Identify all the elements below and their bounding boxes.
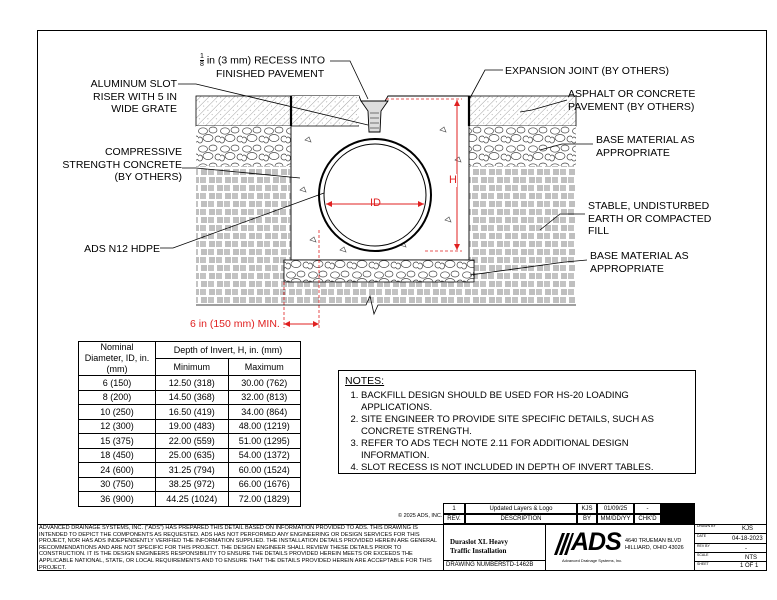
rev-number: 1	[443, 503, 465, 514]
note-item: 3. REFER TO ADS TECH NOTE 2.11 FOR ADDITIONAL DESIGN INFORMATION.	[361, 438, 689, 462]
address-line-2: HILLIARD, OHIO 43026	[625, 545, 684, 551]
hdpe-label: ADS N12 HDPE	[84, 243, 160, 255]
drawing-number: STD-1462B	[502, 562, 534, 568]
base-material-top-label: BASE MATERIAL AS APPROPRIATE	[596, 134, 695, 159]
notes-title: NOTES:	[345, 375, 385, 387]
invert-depth-table	[78, 341, 301, 507]
min-dimension-label: 6 in (150 mm) MIN.	[190, 318, 280, 330]
scale: NTS	[745, 555, 757, 561]
table-header-diameter: Nominal Diameter, ID, in. (mm)	[79, 342, 156, 376]
concrete-label: COMPRESSIVE STRENGTH CONCRETE (BY OTHERS)	[62, 146, 182, 183]
product-line-1: Duraslot XL Heavy	[450, 538, 508, 546]
scale-label: SCALE	[697, 553, 709, 557]
note-item: 2. SITE ENGINEER TO PROVIDE SITE SPECIFIC DETAILS, SUCH AS CONCRETE STRENGTH.	[361, 414, 689, 438]
disclaimer: ADVANCED DRAINAGE SYSTEMS, INC. ("ADS") HAS PREPARED THIS DETAIL BASED ON INFORMATION PROVIDED TO ADS. THIS DRAWING IS INTENDED TO DEPICT THE COMPONENTS AS REQUESTED. ADS HAS NOT PERFORMED ANY ENGINEERING OR DESIGN SERVICES FOR THIS PROJECT, NOR HAS ADS INDEPENDENTLY VERIFIED THE INFORMATION SUPPLIED. THE INSTALLATION DETAILS PROVIDED HEREIN ARE GENERAL RECOMMENDATIONS AND ARE NOT SPECIFIC FOR THIS PROJECT. THE DESIGN ENGINEER SHALL REVIEW THESE DETAILS PRIOR TO CONSTRUCTION. IT IS THE DESIGN ENGINEERS RESPONSIBILITY TO ENSURE THE DETAILS PROVIDED HEREIN MEETS OR EXCEEDS THE APPLICABLE NATIONAL, STATE, OR LOCAL REQUIREMENTS AND TO ENSURE THAT THE DETAILS PROVIDED HEREIN ARE ACCEPTABLE FOR THIS PROJECT.	[39, 525, 437, 571]
table-cell: 60.00 (1524)	[228, 463, 301, 478]
rev-check: -	[634, 503, 661, 514]
riser-label: ALUMINUM SLOT RISER WITH 5 IN WIDE GRATE	[90, 78, 177, 115]
header-by: BY	[577, 514, 597, 524]
table-cell: 24 (600)	[79, 463, 156, 478]
table-row	[79, 463, 301, 478]
table-cell: 66.00 (1676)	[228, 477, 301, 492]
table-row	[79, 448, 301, 463]
table-cell: 30.00 (762)	[228, 376, 301, 391]
sheet: 1 OF 1	[740, 563, 759, 569]
table-body	[79, 376, 301, 507]
table-cell: 12 (300)	[79, 419, 156, 434]
table-header-min: Minimum	[156, 359, 229, 376]
table-cell: 15 (375)	[79, 434, 156, 449]
header-check: CHK'D	[634, 514, 661, 524]
table-cell: 48.00 (1219)	[228, 419, 301, 434]
table-row	[79, 477, 301, 492]
asphalt-label: ASPHALT OR CONCRETE PAVEMENT (BY OTHERS)	[568, 88, 696, 113]
table-row	[79, 405, 301, 420]
logo-subtitle: Advanced Drainage Systems, Inc.	[562, 558, 623, 563]
drawing-date: 04-18-2023	[732, 536, 763, 542]
note-item: 4. SLOT RECESS IS NOT INCLUDED IN DEPTH OF INVERT TABLES.	[361, 462, 689, 474]
rev-black-cell	[661, 503, 694, 524]
note-item: 1. BACKFILL DESIGN SHOULD BE USED FOR HS-20 LOADING APPLICATIONS.	[361, 390, 689, 414]
table-header-depth: Depth of Invert, H, in. (mm)	[156, 342, 301, 359]
ads-logo: ADS	[552, 531, 618, 557]
table-row	[79, 376, 301, 391]
drawn-by: KJS	[742, 526, 754, 532]
table-cell: 31.25 (794)	[156, 463, 229, 478]
drawing-number-label: DRAWING NUMBER:	[446, 562, 505, 568]
earth-label: STABLE, UNDISTURBED EARTH OR COMPACTED FILL	[588, 200, 712, 237]
table-cell: 18 (450)	[79, 448, 156, 463]
base-material-bottom-label: BASE MATERIAL AS APPROPRIATE	[590, 250, 689, 275]
date-label: DATE	[697, 534, 707, 538]
rev-by-label: REV BY	[697, 544, 710, 548]
rev-by: KJS	[577, 503, 597, 514]
table-cell: 32.00 (813)	[228, 390, 301, 405]
id-dimension-label: ID	[370, 197, 381, 209]
table-cell: 44.25 (1024)	[156, 492, 229, 507]
table-cell: 34.00 (864)	[228, 405, 301, 420]
header-rev: REV.	[443, 514, 465, 524]
table-row	[79, 434, 301, 449]
table-cell: 38.25 (972)	[156, 477, 229, 492]
table-cell: 54.00 (1372)	[228, 448, 301, 463]
notes-box	[338, 370, 696, 474]
header-description: DESCRIPTION	[465, 514, 577, 524]
table-row	[79, 390, 301, 405]
header-date: MM/DD/YY	[597, 514, 634, 524]
table-cell: 36 (900)	[79, 492, 156, 507]
table-cell: 51.00 (1295)	[228, 434, 301, 449]
table-cell: 72.00 (1829)	[228, 492, 301, 507]
table-cell: 16.50 (419)	[156, 405, 229, 420]
table-row	[79, 419, 301, 434]
table-cell: 10 (250)	[79, 405, 156, 420]
rev-by-value: -	[745, 546, 747, 552]
recess-label: $\frac{1}{8}$ in (3 mm) RECESS INTO FINISHED PAVEMENT	[200, 53, 326, 80]
product-line-2: Traffic Installation	[450, 547, 507, 555]
expansion-joint-label: EXPANSION JOINT (BY OTHERS)	[505, 65, 669, 77]
address-line-1: 4640 TRUEMAN BLVD	[625, 538, 682, 544]
table-cell: 12.50 (318)	[156, 376, 229, 391]
table-cell: 25.00 (635)	[156, 448, 229, 463]
sheet-label: SHEET	[697, 562, 709, 566]
table-cell: 22.00 (559)	[156, 434, 229, 449]
h-dimension-label: H	[449, 174, 457, 186]
table-row	[79, 492, 301, 507]
rev-description: Updated Layers & Logo	[465, 503, 577, 514]
table-cell: 19.00 (483)	[156, 419, 229, 434]
table-cell: 14.50 (368)	[156, 390, 229, 405]
rev-date: 01/09/25	[597, 503, 634, 514]
table-cell: 6 (150)	[79, 376, 156, 391]
drawn-by-label: DRAWN BY	[697, 524, 716, 528]
table-cell: 30 (750)	[79, 477, 156, 492]
table-header-max: Maximum	[228, 359, 301, 376]
copyright: © 2025 ADS, INC.	[398, 513, 443, 519]
table-cell: 8 (200)	[79, 390, 156, 405]
